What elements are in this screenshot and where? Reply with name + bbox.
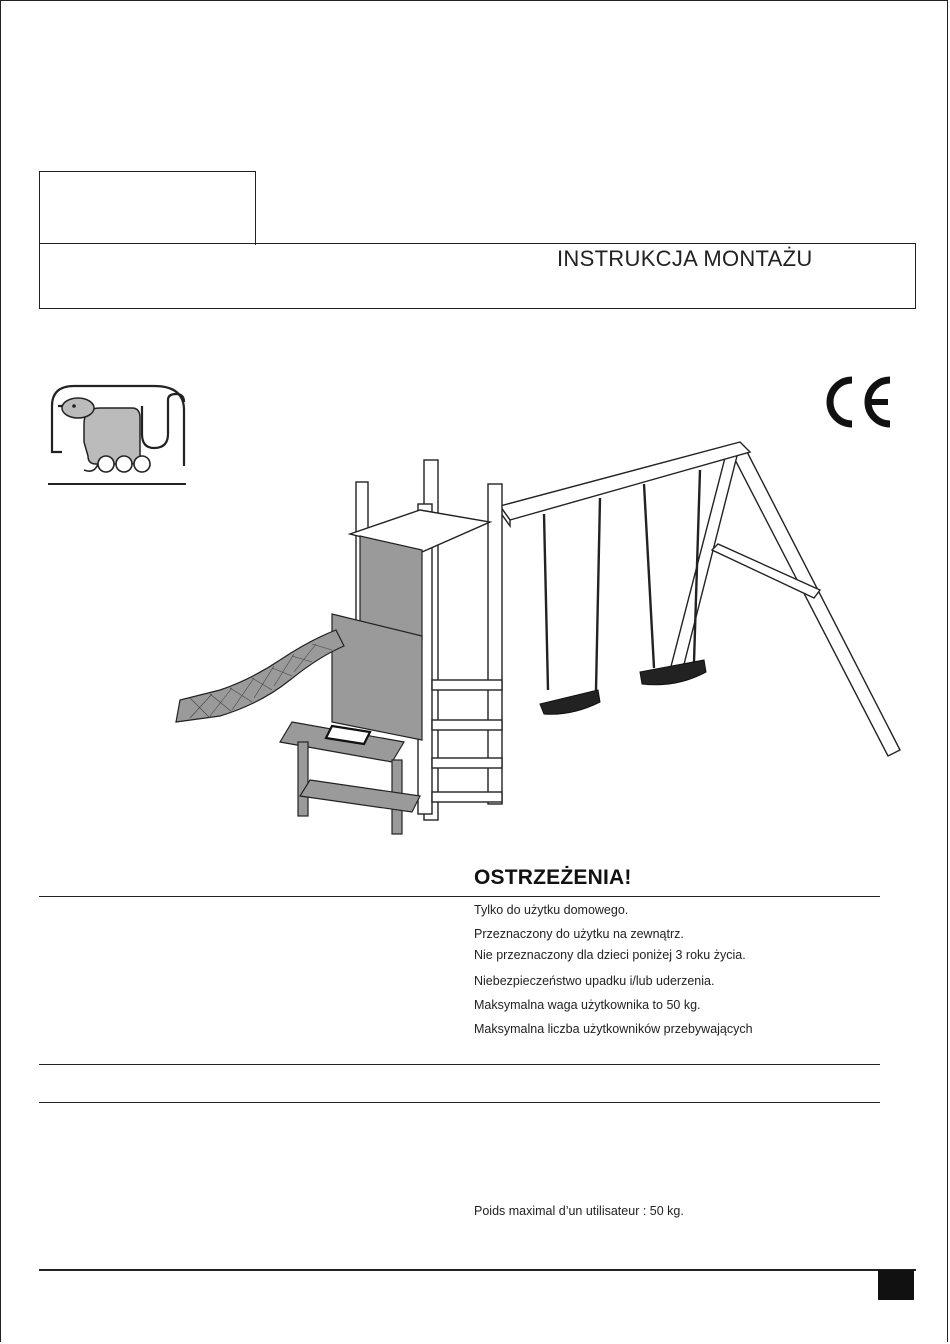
playground-illustration-icon (160, 440, 905, 840)
warnings-title: OSTRZEŻENIA! (474, 866, 632, 889)
warning-item: Maksymalna liczba użytkowników przebywających (474, 1022, 753, 1036)
warning-item: Maksymalna waga użytkownika to 50 kg. (474, 998, 701, 1012)
warning-item: Tylko do użytku domowego. (474, 903, 629, 917)
warning-item: Nie przeznaczony dla dzieci poniżej 3 roku życia. (474, 948, 746, 962)
french-warning-line: Poids maximal d’un utilisateur : 50 kg. (474, 1204, 684, 1218)
header-label-box (39, 171, 256, 245)
divider-top (39, 896, 880, 897)
ce-mark-icon (818, 374, 894, 430)
page-title: INSTRUKCJA MONTAŻU (557, 246, 813, 271)
page-tab-marker (878, 1270, 914, 1300)
divider-middle (39, 1064, 880, 1065)
warning-item: Niebezpieczeństwo upadku i/lub uderzenia. (474, 974, 715, 988)
divider-bottom (39, 1269, 916, 1271)
warning-item: Przeznaczony do użytku na zewnątrz. (474, 927, 684, 941)
divider-lower (39, 1102, 880, 1103)
